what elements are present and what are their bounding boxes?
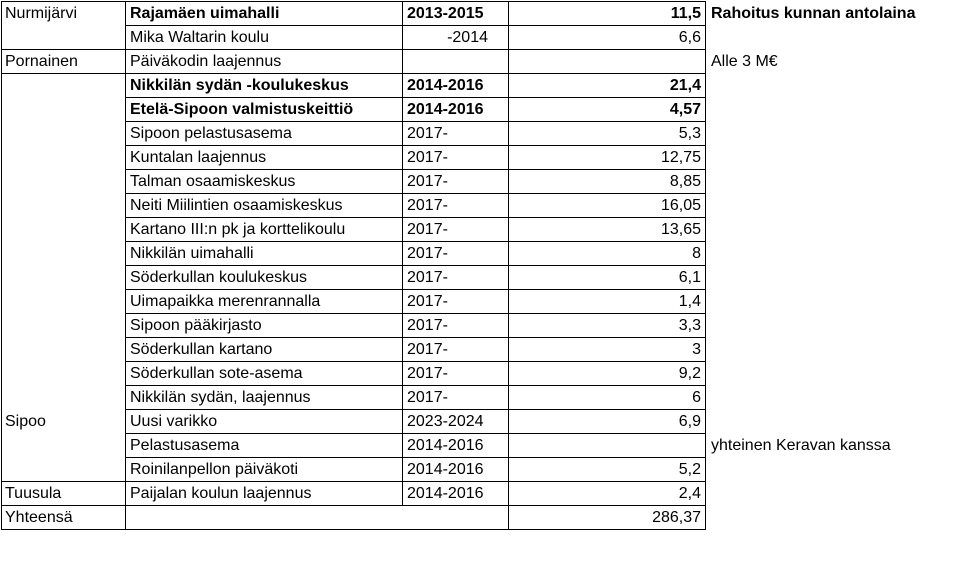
municipality-cell <box>2 314 126 338</box>
municipality-cell: Tuusula <box>2 482 126 506</box>
note-cell <box>706 338 960 362</box>
years-cell: 2017- <box>403 242 509 266</box>
table-row <box>2 122 960 146</box>
project-cell: Uimapaikka merenrannalla <box>126 290 403 314</box>
years-cell: 2014-2016 <box>403 74 509 98</box>
project-cell: Nikkilän sydän, laajennus <box>126 386 403 410</box>
municipality-cell <box>2 146 126 170</box>
table-row <box>2 218 960 242</box>
note-cell <box>706 98 960 122</box>
amount-cell: 8,85 <box>509 170 706 194</box>
municipality-cell: Sipoo <box>2 410 126 434</box>
years-cell: 2017- <box>403 290 509 314</box>
note-cell <box>706 506 960 530</box>
amount-cell: 3,3 <box>509 314 706 338</box>
municipality-cell <box>2 98 126 122</box>
project-cell: Sipoon pääkirjasto <box>126 314 403 338</box>
years-cell: 2014-2016 <box>403 98 509 122</box>
table-row <box>2 314 960 338</box>
table-row <box>2 290 960 314</box>
note-cell <box>706 194 960 218</box>
municipality-cell <box>2 266 126 290</box>
amount-cell: 13,65 <box>509 218 706 242</box>
table-row <box>2 266 960 290</box>
amount-cell: 11,5 <box>509 2 706 26</box>
years-cell: 2014-2016 <box>403 434 509 458</box>
municipality-cell <box>2 74 126 98</box>
project-cell: Nikkilän sydän -koulukeskus <box>126 74 403 98</box>
table-row <box>2 506 960 530</box>
note-cell <box>706 74 960 98</box>
project-cell: Paijalan koulun laajennus <box>126 482 403 506</box>
project-cell: Pelastusasema <box>126 434 403 458</box>
years-cell: 2017- <box>403 218 509 242</box>
years-cell: 2017- <box>403 146 509 170</box>
table-row <box>2 194 960 218</box>
municipality-cell <box>2 458 126 482</box>
years-cell: 2013-2015 <box>403 2 509 26</box>
project-cell: Söderkullan sote-asema <box>126 362 403 386</box>
project-cell: Neiti Miilintien osaamiskeskus <box>126 194 403 218</box>
table-body <box>2 2 960 530</box>
note-cell <box>706 362 960 386</box>
table-row <box>2 2 960 26</box>
note-cell <box>706 242 960 266</box>
project-cell: Kuntalan laajennus <box>126 146 403 170</box>
municipality-cell: Nurmijärvi <box>2 2 126 26</box>
project-cell: Roinilanpellon päiväkoti <box>126 458 403 482</box>
municipality-cell: Yhteensä <box>2 506 126 530</box>
table-row <box>2 458 960 482</box>
note-cell <box>706 482 960 506</box>
amount-cell: 16,05 <box>509 194 706 218</box>
table-row <box>2 50 960 74</box>
amount-cell: 9,2 <box>509 362 706 386</box>
amount-cell: 6,9 <box>509 410 706 434</box>
municipality-cell <box>2 170 126 194</box>
years-cell: 2014-2016 <box>403 458 509 482</box>
note-cell <box>706 122 960 146</box>
amount-cell: 8 <box>509 242 706 266</box>
note-cell <box>706 386 960 410</box>
table-row <box>2 98 960 122</box>
municipality-cell <box>2 26 126 50</box>
years-cell <box>403 506 509 530</box>
project-cell: Söderkullan koulukeskus <box>126 266 403 290</box>
amount-cell: 6,6 <box>509 26 706 50</box>
amount-cell: 21,4 <box>509 74 706 98</box>
project-cell: Päiväkodin laajennus <box>126 50 403 74</box>
years-cell: 2017- <box>403 314 509 338</box>
project-cell: Talman osaamiskeskus <box>126 170 403 194</box>
years-cell: -2014 <box>403 26 509 50</box>
amount-cell: 1,4 <box>509 290 706 314</box>
years-cell: 2014-2016 <box>403 482 509 506</box>
municipality-cell <box>2 434 126 458</box>
years-cell: 2017- <box>403 122 509 146</box>
years-cell: 2017- <box>403 194 509 218</box>
note-cell <box>706 146 960 170</box>
years-cell: 2017- <box>403 170 509 194</box>
amount-cell: 286,37 <box>509 506 706 530</box>
project-cell: Nikkilän uimahalli <box>126 242 403 266</box>
project-cell <box>126 506 403 530</box>
note-cell <box>706 266 960 290</box>
table-row <box>2 242 960 266</box>
note-cell <box>706 170 960 194</box>
note-cell: Alle 3 M€ <box>711 53 778 70</box>
note-cell <box>706 26 960 50</box>
table-row <box>2 410 960 434</box>
project-cell: Söderkullan kartano <box>126 338 403 362</box>
note-cell <box>706 314 960 338</box>
amount-cell: 5,2 <box>509 458 706 482</box>
years-cell: 2017- <box>403 338 509 362</box>
project-cell: Sipoon pelastusasema <box>126 122 403 146</box>
amount-cell: 6 <box>509 386 706 410</box>
amount-cell <box>509 434 706 458</box>
table-row <box>2 482 960 506</box>
amount-cell: 4,57 <box>509 98 706 122</box>
note-cell <box>706 458 960 482</box>
table-row <box>2 26 960 50</box>
municipality-cell <box>2 386 126 410</box>
table-row <box>2 386 960 410</box>
table-row <box>2 362 960 386</box>
table-row <box>2 170 960 194</box>
note-cell <box>706 410 960 434</box>
amount-cell: 12,75 <box>509 146 706 170</box>
project-cell: Rajamäen uimahalli <box>126 2 403 26</box>
note-cell <box>706 218 960 242</box>
table-row <box>2 146 960 170</box>
note-cell: Rahoitus kunnan antolaina <box>711 5 916 22</box>
amount-cell: 3 <box>509 338 706 362</box>
project-cell: Kartano III:n pk ja korttelikoulu <box>126 218 403 242</box>
years-cell: 2017- <box>403 362 509 386</box>
municipality-cell <box>2 338 126 362</box>
amount-cell <box>509 50 706 74</box>
investment-table <box>1 1 960 530</box>
municipality-cell: Pornainen <box>2 50 126 74</box>
municipality-cell <box>2 290 126 314</box>
municipality-cell <box>2 218 126 242</box>
table-row <box>2 338 960 362</box>
note-cell <box>706 290 960 314</box>
project-cell: Etelä-Sipoon valmistuskeittiö <box>126 98 403 122</box>
years-cell: 2023-2024 <box>403 410 509 434</box>
municipality-cell <box>2 122 126 146</box>
years-cell: 2017- <box>403 386 509 410</box>
municipality-cell <box>2 362 126 386</box>
years-cell: 2017- <box>403 266 509 290</box>
amount-cell: 5,3 <box>509 122 706 146</box>
amount-cell: 2,4 <box>509 482 706 506</box>
years-cell <box>403 50 509 74</box>
municipality-cell <box>2 242 126 266</box>
table-row <box>2 74 960 98</box>
note-cell: yhteinen Keravan kanssa <box>711 437 891 454</box>
municipality-cell <box>2 194 126 218</box>
amount-cell: 6,1 <box>509 266 706 290</box>
table-row <box>2 434 960 458</box>
project-cell: Uusi varikko <box>126 410 403 434</box>
project-cell: Mika Waltarin koulu <box>126 26 403 50</box>
